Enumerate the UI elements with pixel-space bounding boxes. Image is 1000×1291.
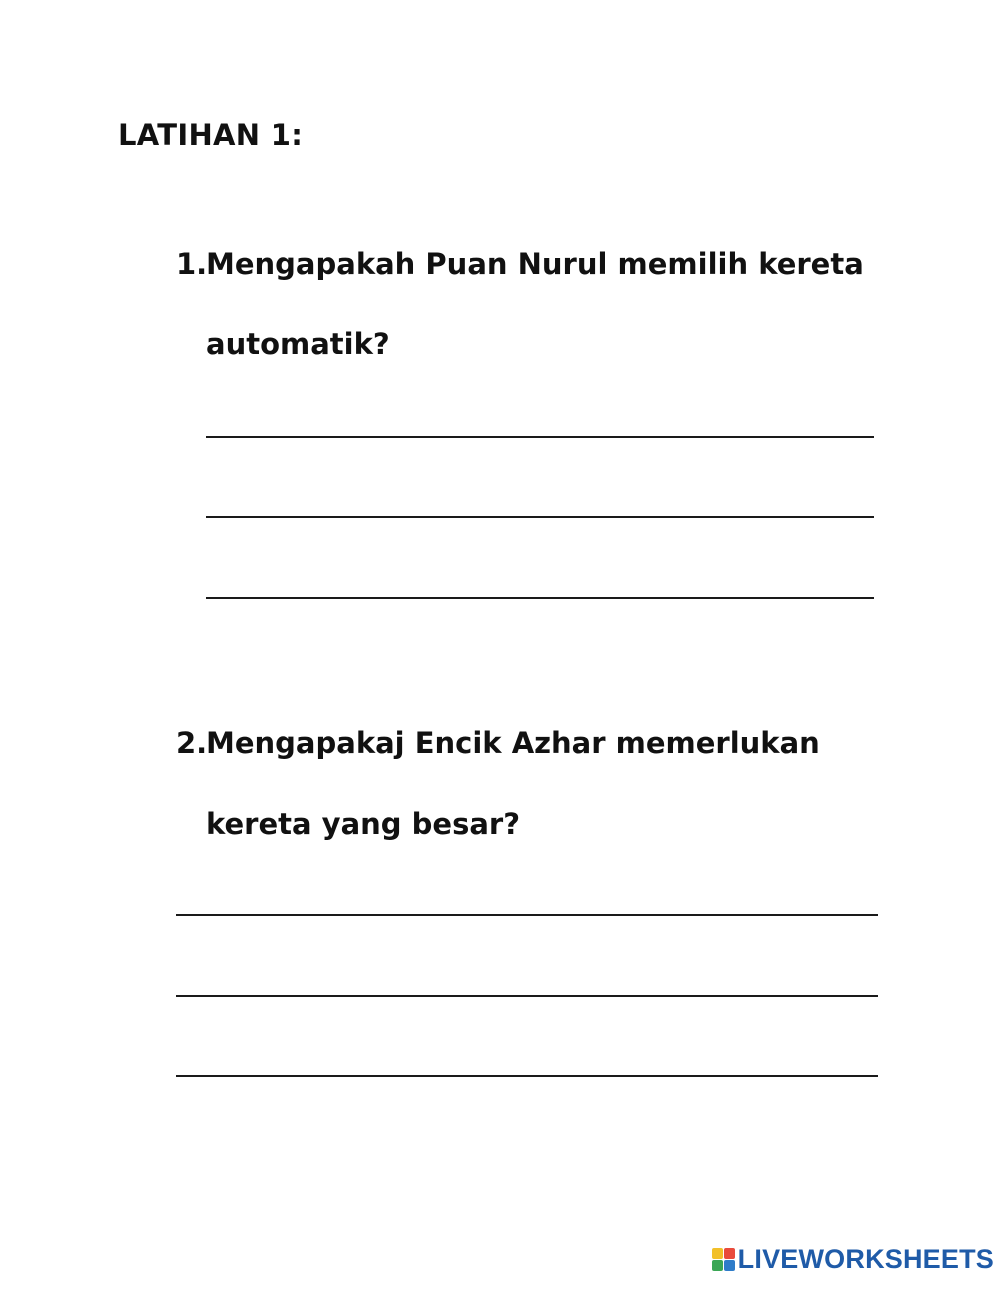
- logo-block-1: [712, 1248, 723, 1259]
- question-1-number: 1.: [176, 247, 208, 281]
- answer-line-1-3[interactable]: [206, 597, 874, 599]
- question-1-text-line-1: Mengapakah Puan Nurul memilih kereta: [206, 247, 864, 281]
- question-2-number: 2.: [176, 726, 208, 760]
- logo-block-2: [724, 1248, 735, 1259]
- question-2-text-line-2: kereta yang besar?: [206, 807, 521, 841]
- answer-line-2-2[interactable]: [176, 995, 878, 997]
- liveworksheets-logo-icon: [712, 1248, 735, 1271]
- answer-line-2-1[interactable]: [176, 914, 878, 916]
- liveworksheets-brand[interactable]: [712, 1244, 994, 1275]
- answer-line-1-2[interactable]: [206, 516, 874, 518]
- worksheet-title: LATIHAN 1:: [118, 118, 304, 152]
- liveworksheets-wordmark: LIVEWORKSHEETS: [737, 1244, 994, 1274]
- answer-line-2-3[interactable]: [176, 1075, 878, 1077]
- question-2-text-line-1: Mengapakaj Encik Azhar memerlukan: [206, 726, 820, 760]
- answer-line-1-1[interactable]: [206, 436, 874, 438]
- logo-block-3: [712, 1260, 723, 1271]
- logo-block-4: [724, 1260, 735, 1271]
- question-1-text-line-2: automatik?: [206, 327, 390, 361]
